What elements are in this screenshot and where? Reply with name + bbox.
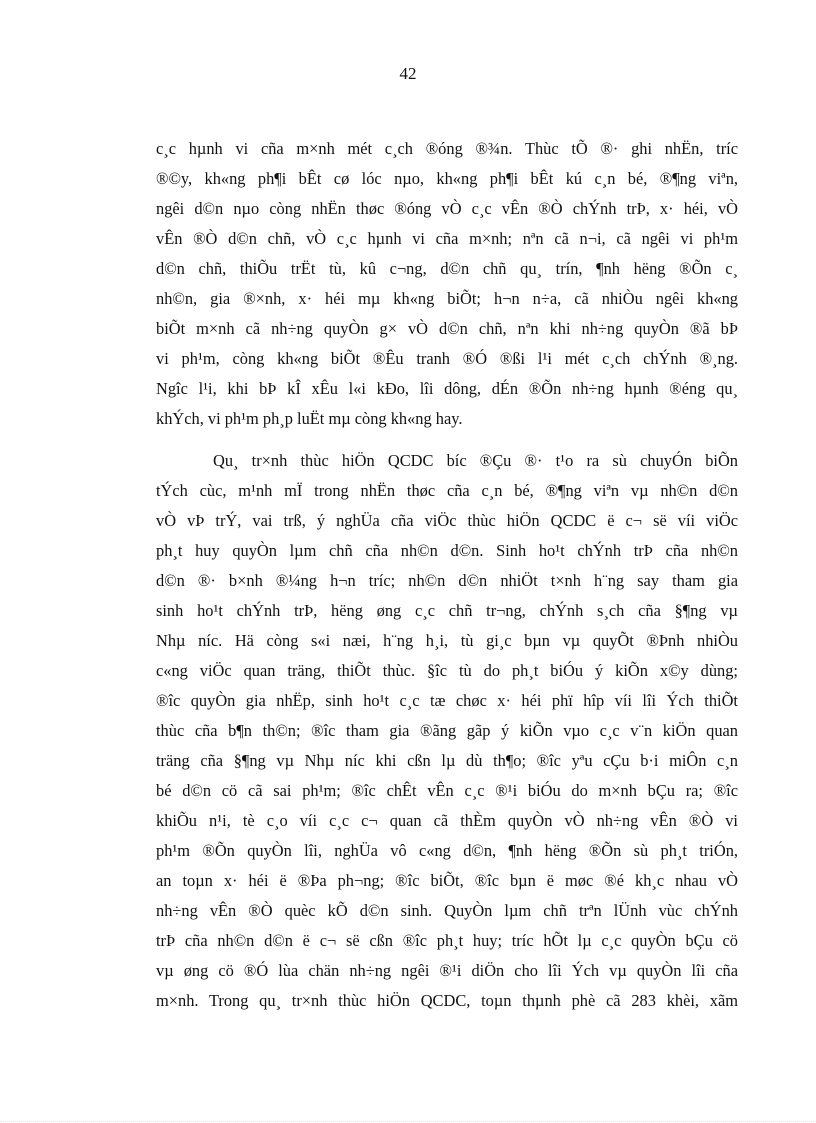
- text-line: m×nh. Trong qu¸ tr×nh thùc hiÖn QCDC, toµn thµnh phè cã 283 khèi, xãm: [156, 991, 738, 1010]
- text-line: ph¸t huy quyÒn lµm chñ cña nh©n d©n. Sinh ho¹t chÝnh trÞ cña nh©n: [156, 541, 738, 560]
- text-line: sinh ho¹t chÝnh trÞ, hëng øng c¸c chñ tr¬ng, chÝnh s¸ch cña §¶ng vµ: [156, 601, 738, 620]
- paragraph-2: [156, 446, 738, 1016]
- text-line: ®îc quyÒn gia nhËp, sinh ho¹t c¸c tæ chøc x· héi phï hîp víi lîi Ých thiÕt: [156, 691, 738, 710]
- text-line: nh÷ng vÊn ®Ò quèc kÕ d©n sinh. QuyÒn lµm chñ trªn lÜnh vùc chÝnh: [156, 901, 738, 920]
- text-line: bé d©n cö cã sai ph¹m; ®îc chÊt vÊn c¸c ®¹i biÓu do m×nh bÇu ra; ®îc: [156, 781, 738, 800]
- text-line: thùc cña b¶n th©n; ®îc tham gia ®ãng gãp ý kiÕn vµo c¸c v¨n kiÖn quan: [156, 721, 738, 740]
- text-line: Ngîc l¹i, khi bÞ kÎ xÊu l«i kÐo, lîi dông, dÉn ®Õn nh÷ng hµnh ®éng qu¸: [156, 379, 738, 398]
- text-line: träng cña §¶ng vµ Nhµ níc khi cßn lµ dù th¶o; ®îc yªu cÇu b·i miÔn c¸n: [156, 751, 738, 770]
- text-line: ngêi d©n nµo còng nhËn thøc ®óng vÒ c¸c vÊn ®Ò chÝnh trÞ, x· héi, vÒ: [156, 199, 738, 218]
- text-line: Qu¸ tr×nh thùc hiÖn QCDC bíc ®Çu ®· t¹o ra sù chuyÓn biÕn: [213, 451, 738, 470]
- paragraph-spacer: [156, 434, 738, 446]
- text-line: khiÕu n¹i, tè c¸o víi c¸c c¬ quan cã thÈm quyÒn vÒ nh÷ng vÊn ®Ò vi: [156, 811, 738, 830]
- text-line: c«ng viÖc quan träng, thiÕt thùc. §îc tù do ph¸t biÓu ý kiÕn x©y dùng;: [156, 661, 738, 680]
- text-line: trÞ cña nh©n d©n ë c¬ së cßn ®îc ph¸t huy; tríc hÕt lµ c¸c quyÒn bÇu cö: [156, 931, 738, 950]
- paragraph-1: [156, 134, 738, 434]
- page-number: 42: [399, 64, 417, 83]
- text-line: d©n ®· b×nh ®¼ng h¬n tríc; nh©n d©n nhiÖt t×nh h¨ng say tham gia: [156, 571, 738, 590]
- text-line: ®©y, kh«ng ph¶i bÊt cø lóc nµo, kh«ng ph¶i bÊt kú c¸n bé, ®¶ng viªn,: [156, 169, 738, 188]
- text-line: vÒ vÞ trÝ, vai trß, ý nghÜa cña viÖc thùc hiÖn QCDC ë c¬ së víi viÖc: [156, 511, 738, 530]
- text-line: d©n chñ, thiÕu trËt tù, kû c¬ng, d©n chñ qu¸ trín, ¶nh hëng ®Õn c¸: [156, 259, 738, 278]
- text-line: an toµn x· héi ë ®Þa ph¬ng; ®îc biÕt, ®îc bµn ë møc ®é kh¸c nhau vÒ: [156, 871, 738, 890]
- page-edge-rule: [0, 1121, 816, 1122]
- text-line: nh©n, gia ®×nh, x· héi mµ kh«ng biÕt; h¬n n÷a, cã nhiÒu ngêi kh«ng: [156, 289, 738, 308]
- text-line: vi ph¹m, còng kh«ng biÕt ®Êu tranh ®Ó ®ßi l¹i mét c¸ch chÝnh ®¸ng.: [156, 349, 738, 368]
- text-line: Nhµ níc. Hä còng s«i næi, h¨ng h¸i, tù gi¸c bµn vµ quyÕt ®Þnh nhiÒu: [156, 631, 738, 650]
- text-line: biÕt m×nh cã nh÷ng quyÒn g× vÒ d©n chñ, nªn khi nh÷ng quyÒn ®ã bÞ: [156, 319, 738, 338]
- text-line: vÊn ®Ò d©n chñ, vÒ c¸c hµnh vi cña m×nh; nªn cã n¬i, cã ngêi vi ph¹m: [156, 229, 738, 248]
- text-line: tÝch cùc, m¹nh mÏ trong nhËn thøc cña c¸n bé, ®¶ng viªn vµ nh©n d©n: [156, 481, 738, 500]
- body-text: [156, 134, 738, 1016]
- text-line: ph¹m ®Õn quyÒn lîi, nghÜa vô c«ng d©n, ¶nh hëng ®Õn sù ph¸t triÓn,: [156, 841, 738, 860]
- text-line: vµ øng cö ®Ó lùa chän nh÷ng ngêi ®¹i diÖn cho lîi Ých vµ quyÒn lîi cña: [156, 961, 738, 980]
- text-line: khÝch, vi ph¹m ph¸p luËt mµ còng kh«ng hay.: [156, 409, 463, 428]
- text-line: c¸c hµnh vi cña m×nh mét c¸ch ®óng ®¾n. Thùc tÕ ®· ghi nhËn, tríc: [156, 139, 738, 158]
